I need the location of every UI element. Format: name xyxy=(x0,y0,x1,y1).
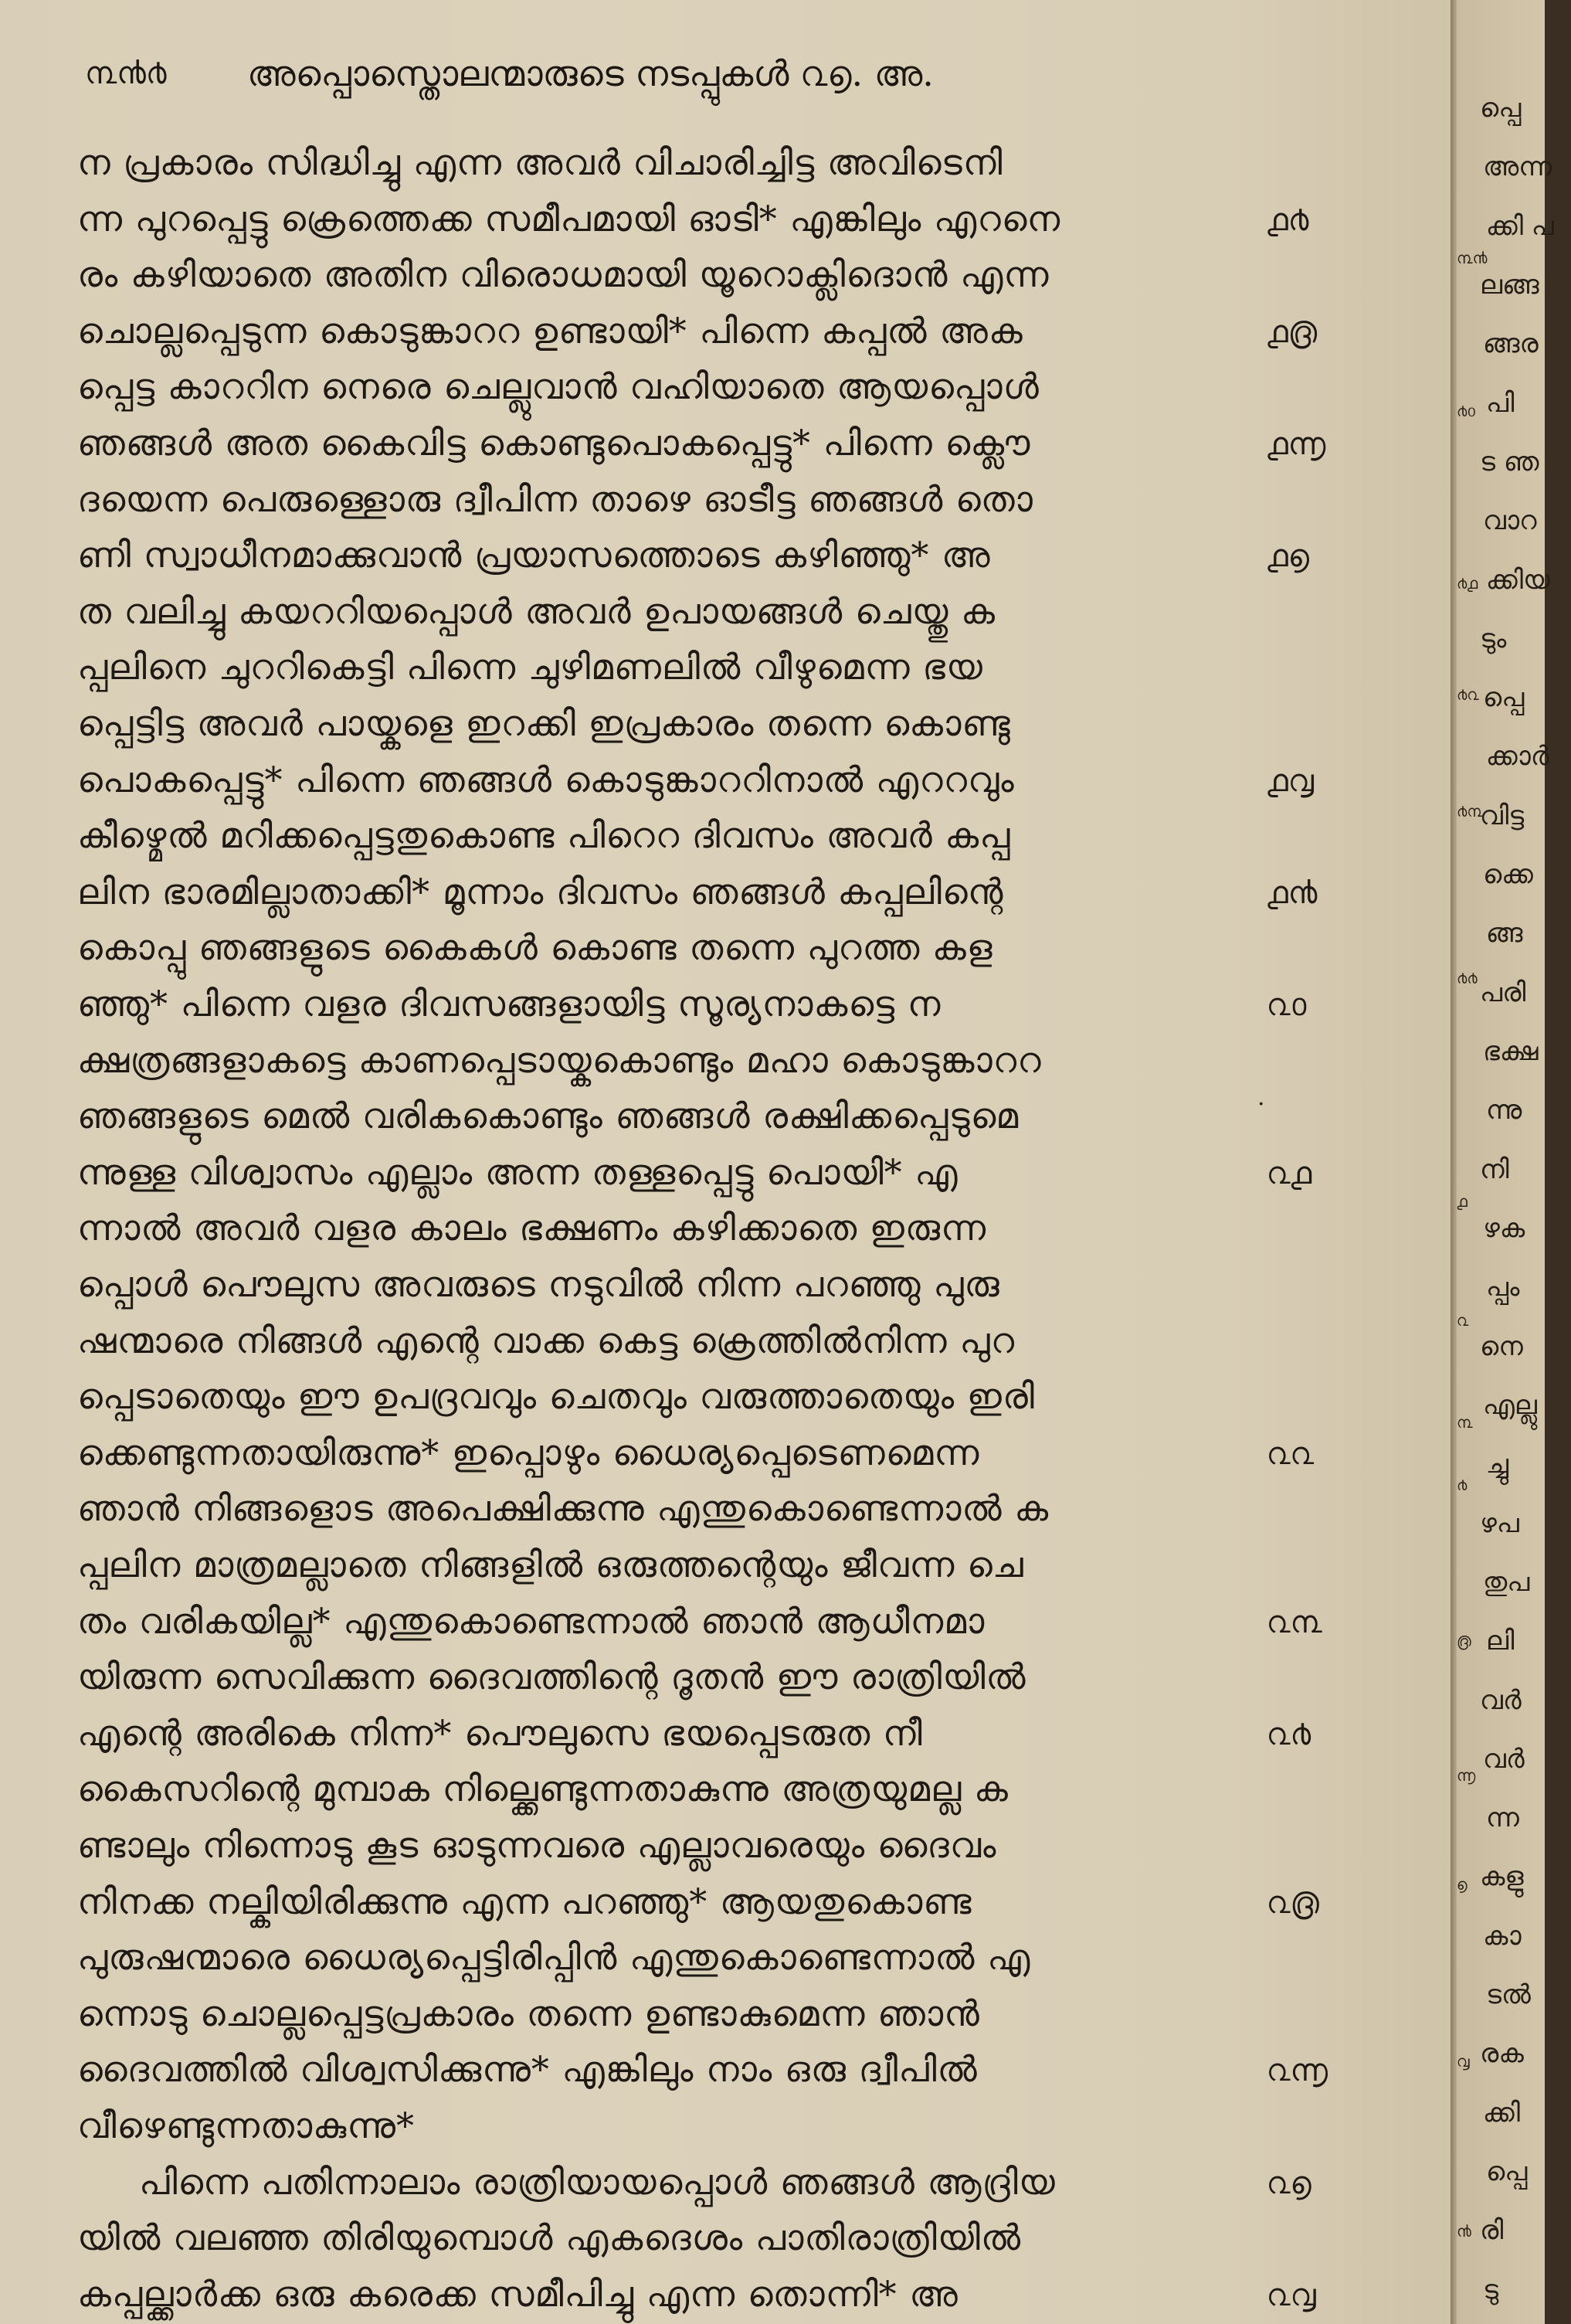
facing-text-fragment: വർ xyxy=(1483,1743,1525,1775)
text-line: ത വലിച്ചു കയററിയപ്പൊൾ അവർ ഉപായങ്ങൾ ചെയ്തു ക xyxy=(77,589,996,632)
facing-text-fragment: പരി xyxy=(1480,977,1526,1008)
facing-text-fragment: പ്പെ xyxy=(1480,93,1522,124)
verse-number: ൨൧ xyxy=(1267,1155,1312,1191)
margin-dot: · xyxy=(1257,1091,1265,1118)
verse-number: ൧൪ xyxy=(1267,202,1309,238)
text-line: ക്കെണ്ടുന്നതായിരുന്നു* ഇപ്പൊഴും ധൈര്യപ്പെടെണമെന്ന xyxy=(77,1431,980,1473)
facing-text-fragment: ഴക xyxy=(1483,1213,1525,1244)
text-line: പ്പൊൾ പൌലുസ അവരുടെ നടുവിൽ നിന്ന പറഞ്ഞു പുരു xyxy=(77,1263,1000,1305)
facing-verse-number: ൧ xyxy=(1457,1192,1468,1211)
text-line: ന പ്രകാരം സിദ്ധിച്ചു എന്ന അവർ വിചാരിച്ചിട്ട അവിടെനി xyxy=(77,141,1003,183)
facing-verse-number: ൮ xyxy=(1457,2052,1470,2071)
text-line: ഞങ്ങൾ അത കൈവിട്ട കൊണ്ടുപൊകപ്പെട്ടു* പിന്നെ ക്ലൌ xyxy=(77,422,1031,464)
text-line: എന്റെ അരികെ നിന്ന* പൌലുസെ ഭയപ്പെടരുത നീ xyxy=(77,1711,923,1754)
text-line: ക്ഷത്രങ്ങളാകട്ടെ കാണപ്പെടായ്കകൊണ്ടും മഹാ കൊടുങ്കാററ xyxy=(77,1038,1042,1081)
facing-text-fragment: തുപ xyxy=(1483,1566,1530,1598)
text-line: പ്പെട്ട കാററിന നെരെ ചെല്ലുവാൻ വഹിയാതെ ആയപ്പൊൾ xyxy=(77,365,1040,408)
facing-verse-number: ൬ xyxy=(1457,1766,1476,1785)
verse-number: ൨൪ xyxy=(1267,1716,1311,1752)
facing-text-fragment: ടും xyxy=(1480,623,1507,654)
facing-verse-number: ൩ xyxy=(1457,1412,1473,1432)
facing-text-fragment: ന്നു xyxy=(1486,1095,1522,1126)
text-line: കൈസറിന്റെ മുമ്പാക നില്ക്കെണ്ടുന്നതാകുന്നു അത്രയുമല്ല ക xyxy=(77,1768,1009,1810)
facing-verse-number: ൪൦ xyxy=(1457,402,1475,421)
running-header xyxy=(85,48,1321,110)
text-line: ണി സ്വാധീനമാക്കുവാൻ പ്രയാസത്തൊടെ കഴിഞ്ഞു* അ xyxy=(77,534,991,576)
page-number: ൩൯൪ xyxy=(85,56,167,91)
text-line: പുരുഷന്മാരെ ധൈര്യപ്പെട്ടിരിപ്പിൻ എന്തുകൊണ്ടെന്നാൽ എ xyxy=(77,1936,1031,1979)
facing-text-fragment: ട ഞ xyxy=(1480,446,1539,477)
facing-text-fragment: അന്ന xyxy=(1483,151,1552,183)
text-line: ദയെന്ന പെരുള്ളൊരു ദ്വീപിന്ന താഴെ ഓടീട്ട ഞങ്ങൾ തൊ xyxy=(77,477,1033,520)
text-line: ഞാൻ നിങ്ങളൊട അപെക്ഷിക്കുന്നു എന്തുകൊണ്ടെന്നാൽ ക xyxy=(77,1487,1050,1530)
text-line: ന്നാൽ അവർ വളര കാലം ഭക്ഷണം കഴിക്കാതെ ഇരുന്ന xyxy=(77,1207,987,1249)
facing-verse-number: ൫ xyxy=(1457,1631,1471,1650)
facing-text-fragment: പ്പം xyxy=(1486,1272,1520,1303)
text-line: പ്പലിനെ ചുററികെട്ടി പിന്നെ ചുഴിമണലിൽ വീഴുമെന്ന ഭയ xyxy=(77,646,983,688)
facing-text-fragment: ഴപ xyxy=(1480,1507,1519,1539)
book-gutter xyxy=(1451,0,1457,2324)
facing-text-fragment: വർ xyxy=(1480,1684,1522,1716)
facing-text-fragment: ടൽ xyxy=(1486,1979,1531,2011)
text-line: കീഴ്മെൽ മറിക്കപ്പെട്ടതുകൊണ്ട പിറെറ ദിവസം അവർ കപ്പ xyxy=(77,814,1011,857)
facing-verse-number: ൪൧ xyxy=(1457,573,1478,593)
facing-verse-number: ൪൩ xyxy=(1457,801,1483,821)
facing-text-fragment: ക്കിയ xyxy=(1486,564,1550,596)
text-line: ഞ്ഞു* പിന്നെ വളര ദിവസങ്ങളായിട്ട സൂര്യനാകട്ടെ ന xyxy=(77,983,942,1024)
verse-number: ൨൦ xyxy=(1267,987,1307,1023)
facing-text-fragment: ക്കി പ xyxy=(1486,210,1554,242)
page-title: അപ്പൊസ്തൊലന്മാരുടെ നടപ്പുകൾ ൨൭. അ. xyxy=(247,53,934,94)
text-line: ലിന ഭാരമില്ലാതാക്കി* മൂന്നാം ദിവസം ഞങ്ങൾ കപ്പലിന്റെ xyxy=(77,870,1004,912)
facing-text-fragment: ങ്ങ xyxy=(1486,918,1523,950)
verse-number: ൧൯ xyxy=(1267,875,1318,911)
facing-text-fragment: പി xyxy=(1486,387,1515,419)
text-line: യിരുന്ന സെവിക്കുന്ന ദൈവത്തിന്റെ ദൂതൻ ഈ രാത്രിയിൽ xyxy=(77,1656,1026,1698)
facing-text-fragment: പ്പെ xyxy=(1483,682,1525,714)
facing-verse-number: ൪൪ xyxy=(1457,969,1478,988)
facing-text-fragment: ഭക്ഷ xyxy=(1483,1036,1539,1068)
facing-text-fragment: ങ്ങര xyxy=(1483,328,1539,360)
verse-number: ൨൮ xyxy=(1267,2277,1316,2313)
verse-number: ൧൫ xyxy=(1267,314,1318,350)
text-line: പ്പെട്ടിട്ട അവർ പായ്കളെ ഇറക്കി ഇപ്രകാരം തന്നെ കൊണ്ടു xyxy=(77,702,1011,744)
text-line: വീഴെണ്ടുന്നതാകുന്നു* xyxy=(77,2105,415,2146)
facing-page-edge xyxy=(1457,0,1554,2324)
facing-text-fragment: നി xyxy=(1480,1154,1509,1185)
facing-verse-number: ൯ xyxy=(1457,2221,1471,2241)
verse-number: ൨൨ xyxy=(1267,1436,1315,1472)
facing-text-fragment: ച്ചു xyxy=(1486,1449,1509,1480)
text-line: തം വരികയില്ല* എന്തുകൊണ്ടെന്നാൽ ഞാൻ ആധീനമാ xyxy=(77,1599,986,1642)
verse-number: ൧൮ xyxy=(1267,763,1314,799)
text-line: നിനക്ക നല്കിയിരിക്കുന്നു എന്ന പറഞ്ഞു* ആയതുകൊണ്ട xyxy=(77,1880,972,1922)
text-line: ഷന്മാരെ നിങ്ങൾ എന്റെ വാക്ക കെട്ട ക്രെത്തിൽനിന്ന പുറ xyxy=(77,1319,1016,1361)
facing-text-fragment: വിട്ട xyxy=(1480,800,1525,831)
facing-text-fragment: വാറ xyxy=(1483,505,1537,537)
facing-verse-number: ൩൯ xyxy=(1457,248,1488,267)
text-line: പിന്നെ പതിന്നാലാം രാത്രിയായപ്പൊൾ ഞങ്ങൾ ആദ്രിയ xyxy=(139,2160,1056,2203)
text-line: ന്നൊടു ചൊല്ലപ്പെട്ടപ്രകാരം തന്നെ ഉണ്ടാകുമെന്ന ഞാൻ xyxy=(77,1992,980,2034)
facing-text-fragment: ക്കാർ xyxy=(1486,741,1549,773)
text-line: ഞങ്ങളുടെ മെൽ വരികകൊണ്ടും ഞങ്ങൾ രക്ഷിക്കപ്പെടുമെ xyxy=(77,1095,1020,1137)
facing-text-fragment: ന്ന xyxy=(1486,1802,1519,1834)
text-line: കൊപ്പു ഞങ്ങളുടെ കൈകൾ കൊണ്ട തന്നെ പുറത്ത കള xyxy=(77,926,993,969)
facing-text-fragment: ലങ്ങ xyxy=(1480,269,1539,301)
text-line: ദൈവത്തിൽ വിശ്വസിക്കുന്നു* എങ്കിലും നാം ഒരു ദ്വീപിൽ xyxy=(77,2048,978,2091)
facing-text-fragment: ടു xyxy=(1483,2274,1499,2305)
verse-number: ൧൭ xyxy=(1267,539,1309,575)
text-line: കപ്പല്ക്കാർക്ക ഒരു കരെക്ക സമീപിച്ചു എന്ന തൊന്നി* അ xyxy=(77,2272,959,2315)
facing-verse-number: ൪൨ xyxy=(1457,685,1479,705)
text-line: രം കഴിയാതെ അതിന വിരൊധമായി യൂറൊക്ലിദൊൻ എന്ന xyxy=(77,253,1050,296)
facing-text-fragment: കാ xyxy=(1483,1920,1522,1952)
text-line: പ്പെടാതെയും ഈ ഉപദ്രവവും ചെതവും വരുത്താതെയും ഇരി xyxy=(77,1375,1036,1418)
text-line: ചൊല്ലപ്പെടുന്ന കൊടുങ്കാററ ഉണ്ടായി* പിന്നെ കപ്പൽ അക xyxy=(77,309,1023,352)
facing-verse-number: ൪ xyxy=(1457,1476,1468,1495)
text-line: പൊകപ്പെട്ടു* പിന്നെ ഞങ്ങൾ കൊടുങ്കാററിനാൽ എററവും xyxy=(77,758,1015,800)
facing-text-fragment: രി xyxy=(1480,2215,1504,2247)
facing-text-fragment: ക്കി xyxy=(1483,2097,1520,2129)
facing-verse-number: ൨ xyxy=(1457,1310,1469,1330)
text-line: ന്നുള്ള വിശ്വാസം എല്ലാം അന്ന തള്ളപ്പെട്ടു പൊയി* എ xyxy=(77,1150,959,1193)
facing-text-fragment: രക xyxy=(1480,2038,1524,2070)
text-line: ണ്ടാലും നിന്നൊടു കൂട ഓടുന്നവരെ എല്ലാവരെയും ദൈവം xyxy=(77,1824,997,1866)
facing-text-fragment: എല്ലു xyxy=(1483,1389,1537,1421)
text-line: ന്ന പുറപ്പെട്ടു ക്രെത്തെക്ക സമീപമായി ഓടി* എങ്കിലും എറനെ xyxy=(77,197,1061,240)
verse-number: ൨൭ xyxy=(1267,2165,1311,2201)
facing-text-fragment: ക്കെ xyxy=(1483,859,1533,891)
facing-text-fragment: ലി xyxy=(1486,1626,1515,1657)
verse-number: ൧൬ xyxy=(1267,426,1326,462)
facing-text-fragment: കളു xyxy=(1480,1861,1524,1893)
facing-text-fragment: നെ xyxy=(1480,1330,1523,1362)
text-line: യിൽ വലഞ്ഞ തിരിയുമ്പൊൾ എകദെശം പാതിരാത്രിയിൽ xyxy=(77,2217,1022,2259)
text-line: പ്പലിന മാത്രമല്ലാതെ നിങ്ങളിൽ ഒരുത്തന്റെയും ജീവന്ന ചെ xyxy=(77,1544,1024,1585)
facing-text-fragment: പ്പെ xyxy=(1486,2156,1528,2188)
facing-verse-number: ൭ xyxy=(1457,1875,1468,1894)
verse-number: ൨൬ xyxy=(1267,2053,1328,2089)
verse-number: ൨൩ xyxy=(1267,1604,1322,1640)
verse-number: ൨൫ xyxy=(1267,1884,1319,1921)
